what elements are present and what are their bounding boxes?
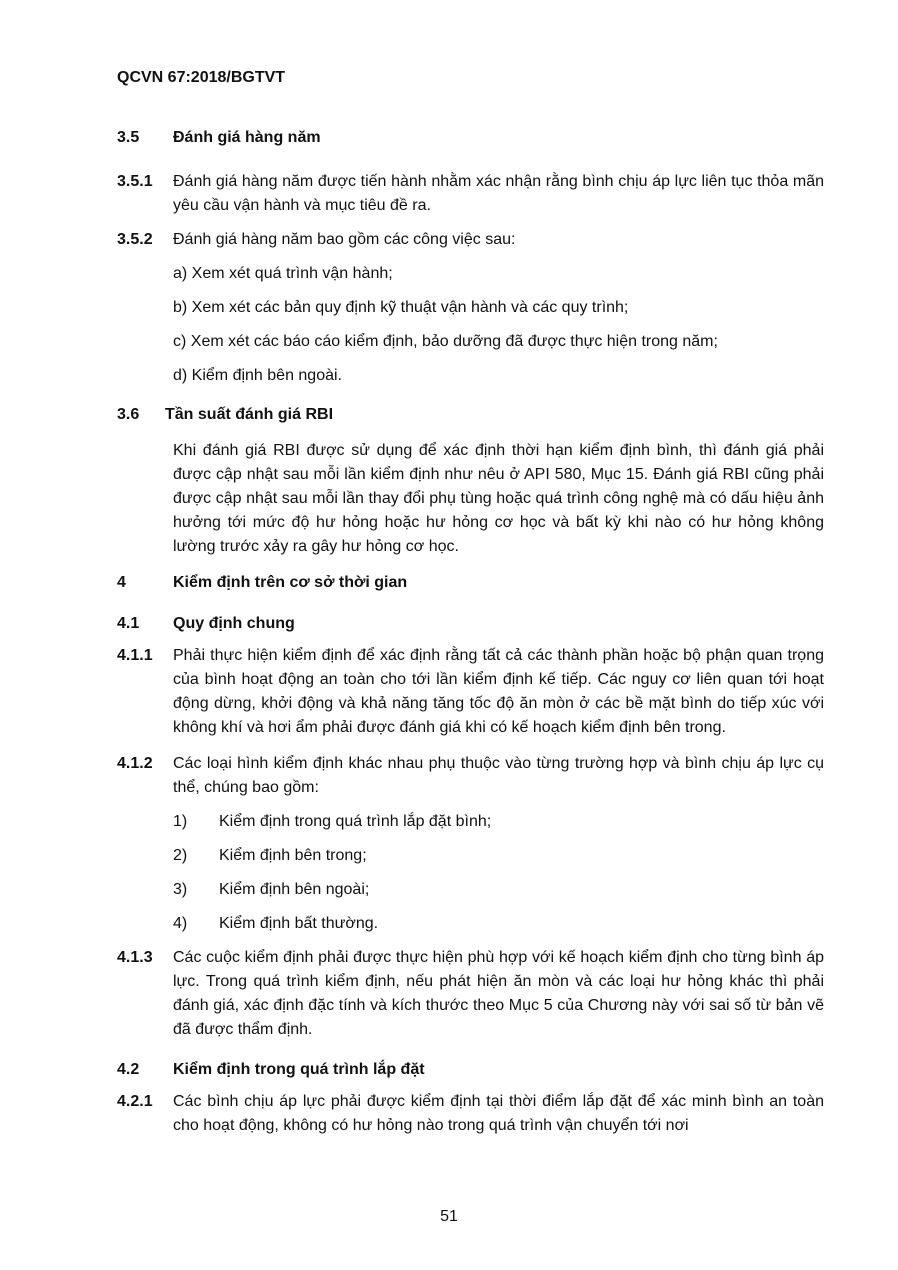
paragraph-number: 4.1.3	[117, 949, 153, 966]
list-item: a) Xem xét quá trình vận hành;	[173, 265, 393, 282]
list-item-number: 4)	[173, 915, 188, 932]
list-item-text: Kiểm định bất thường.	[219, 915, 379, 932]
paragraph-text: Các bình chịu áp lực phải được kiểm định tại thời điểm lắp đặt để xác minh bình an toàn cho hoạt động, không có hư hỏng nào trong quá trình vận chuyển tới nơi	[173, 1093, 824, 1134]
list-item: d) Kiểm định bên ngoài.	[173, 367, 342, 384]
paragraph-4-1-1	[117, 644, 824, 740]
paragraph-text: Phải thực hiện kiểm định để xác định rằng tất cả các thành phần hoặc bộ phận quan trọng của bình hoạt động an toàn cho tới lần kiểm định kế tiếp. Các nguy cơ liên quan tới hoạt động dừng, khởi động và khả năng tăng tốc độ ăn mòn ở các bề mặt bình do tiếp xúc với không khí và hơi ẩm phải được đánh giá khi có kế hoạch kiểm định bên trong.	[173, 647, 824, 736]
paragraph-text: Các loại hình kiểm định khác nhau phụ thuộc vào từng trường hợp và bình chịu áp lực cụ thể, chúng bao gồm:	[173, 755, 824, 796]
heading-title: Tần suất đánh giá RBI	[165, 406, 334, 423]
heading-number: 3.6	[117, 406, 140, 423]
document-code-header: QCVN 67:2018/BGTVT	[117, 69, 286, 86]
heading-3-6	[117, 403, 824, 427]
page-content	[117, 126, 824, 1138]
list-item-number: 3)	[173, 881, 188, 898]
heading-4-2	[117, 1058, 824, 1082]
heading-number: 4.1	[117, 615, 140, 632]
paragraph-4-2-1	[117, 1090, 824, 1138]
paragraph-3-5-1	[117, 170, 824, 218]
paragraph-text: Đánh giá hàng năm được tiến hành nhằm xác nhận rằng bình chịu áp lực liên tục thỏa mãn yêu cầu vận hành và mục tiêu đề ra.	[173, 173, 824, 214]
list-item	[173, 844, 824, 868]
list-item-number: 1)	[173, 813, 188, 830]
heading-number: 4.2	[117, 1061, 140, 1078]
list-item-text: Kiểm định bên trong;	[219, 847, 367, 864]
heading-4-1	[117, 612, 824, 636]
paragraph-4-1-3	[117, 946, 824, 1042]
heading-4	[117, 571, 824, 595]
heading-title: Quy định chung	[173, 615, 295, 632]
paragraph-3-6: Khi đánh giá RBI được sử dụng để xác định thời hạn kiểm định bình, thì đánh giá phải được cập nhật sau mỗi lần kiểm định như nêu ở API 580, Mục 15. Đánh giá RBI cũng phải được cập nhật sau mỗi lần thay đổi phụ tùng hoặc quá trình công nghệ mà có dấu hiệu ảnh hưởng tới mức độ hư hỏng hoặc hư hỏng cơ học và bất kỳ khi nào có hư hỏng không lường trước xảy ra gây hư hỏng cơ học.	[173, 442, 824, 555]
paragraph-number: 3.5.1	[117, 173, 153, 190]
list-item: b) Xem xét các bản quy định kỹ thuật vận hành và các quy trình;	[173, 299, 629, 316]
list-item	[173, 878, 824, 902]
list-item	[173, 912, 824, 936]
list-item-text: Kiểm định bên ngoài;	[219, 881, 370, 898]
paragraph-number: 4.1.2	[117, 755, 153, 772]
page-number: 51	[440, 1208, 458, 1225]
list-item-text: Kiểm định trong quá trình lắp đặt bình;	[219, 813, 492, 830]
paragraph-number: 4.2.1	[117, 1093, 153, 1110]
paragraph-number: 4.1.1	[117, 647, 153, 664]
heading-3-5	[117, 126, 824, 150]
heading-title: Đánh giá hàng năm	[173, 129, 321, 146]
heading-title: Kiểm định trong quá trình lắp đặt	[173, 1061, 425, 1078]
heading-number: 3.5	[117, 129, 140, 146]
list-item: c) Xem xét các báo cáo kiểm định, bảo dưỡng đã được thực hiện trong năm;	[173, 333, 718, 350]
paragraph-text: Đánh giá hàng năm bao gồm các công việc sau:	[173, 231, 516, 248]
paragraph-text: Các cuộc kiểm định phải được thực hiện phù hợp với kế hoạch kiểm định cho từng bình áp lực. Trong quá trình kiểm định, nếu phát hiện ăn mòn và các loại hư hỏng khác thì phải đánh giá, xác định đặc tính và kích thước theo Mục 5 của Chương này với sai số từ bản vẽ đã được thẩm định.	[173, 949, 824, 1038]
list-item-number: 2)	[173, 847, 188, 864]
heading-title: Kiểm định trên cơ sở thời gian	[173, 574, 408, 591]
list-item	[173, 810, 824, 834]
paragraph-3-5-2	[117, 228, 824, 252]
paragraph-number: 3.5.2	[117, 231, 153, 248]
paragraph-4-1-2	[117, 752, 824, 800]
heading-number: 4	[117, 574, 126, 591]
